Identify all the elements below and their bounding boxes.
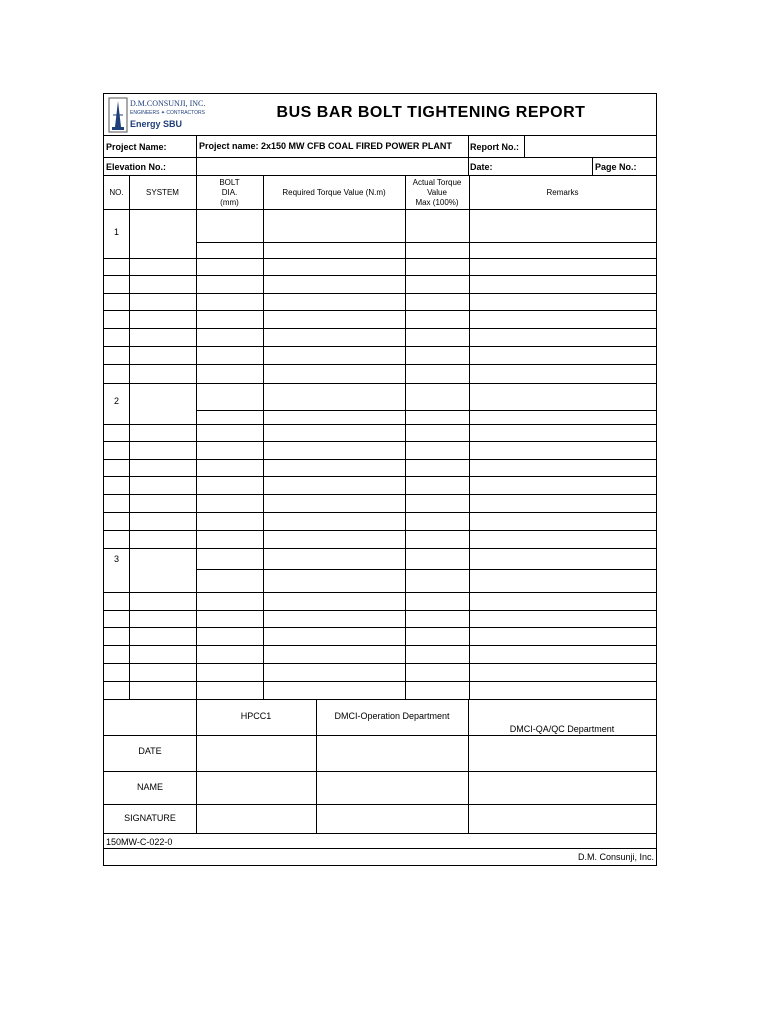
grid-line (104, 848, 656, 849)
project-name-value: Project name: 2x150 MW CFB COAL FIRED POWER PLANT (199, 141, 452, 151)
grid-line (104, 735, 656, 736)
col-remarks: Remarks (546, 188, 579, 197)
grid-line (104, 804, 656, 805)
report-no-label: Report No.: (470, 142, 519, 152)
report-title: BUS BAR BOLT TIGHTENING REPORT (276, 104, 586, 121)
col-bolt-dia-2: DIA. (221, 188, 238, 197)
signoff-date-label: DATE (138, 746, 162, 756)
report-form (103, 93, 657, 866)
elevation-label: Elevation No.: (106, 162, 167, 172)
col-actual-torque-3: Max (100%) (415, 198, 459, 207)
project-name-label: Project Name: (106, 142, 167, 152)
grid-line (196, 569, 656, 570)
grid-line (469, 175, 470, 699)
grid-line (104, 441, 656, 442)
grid-line (104, 346, 656, 347)
group-no-2: 2 (114, 396, 120, 406)
qaqc-dept-label: DMCI-QA/QC Department (509, 724, 615, 734)
grid-line (104, 328, 656, 329)
company-tagline: ENGINEERS ✦ CONTRACTORS (130, 110, 205, 116)
col-actual-torque-1: Actual Torque (412, 178, 462, 187)
company-division: Energy SBU (130, 119, 183, 129)
group-no-3: 3 (114, 554, 120, 564)
date-label: Date: (470, 162, 493, 172)
company-name: D.M.CONSUNJI, INC. (130, 99, 206, 108)
signoff-name-label: NAME (136, 782, 163, 792)
grid-line (104, 681, 656, 682)
grid-line (196, 175, 197, 699)
grid-line (263, 175, 264, 699)
grid-line (104, 310, 656, 311)
grid-line (104, 364, 656, 365)
company-logo (108, 97, 206, 133)
grid-line (104, 663, 656, 664)
grid-line (104, 530, 656, 531)
grid-line (129, 175, 130, 699)
grid-line (104, 459, 656, 460)
grid-line (104, 610, 656, 611)
grid-line (468, 699, 469, 833)
col-required-torque: Required Torque Value (N.m) (282, 188, 386, 197)
col-no: NO. (109, 188, 124, 197)
grid-line (196, 410, 656, 411)
group-no-1: 1 (114, 227, 120, 237)
grid-line (104, 645, 656, 646)
col-bolt-dia-1: BOLT (219, 178, 240, 187)
grid-line (104, 476, 656, 477)
grid-line (405, 175, 406, 699)
grid-line (104, 771, 656, 772)
grid-line (104, 424, 656, 425)
grid-line (104, 258, 656, 259)
grid-line (104, 548, 656, 549)
grid-line (104, 494, 656, 495)
grid-line (104, 512, 656, 513)
grid-line (104, 699, 656, 700)
page-no-label: Page No.: (595, 162, 637, 172)
grid-line (104, 592, 656, 593)
grid-line (104, 293, 656, 294)
col-system: SYSTEM (146, 188, 179, 197)
hpcc1-label: HPCC1 (240, 711, 272, 721)
grid-line (196, 242, 656, 243)
operation-dept-label: DMCI-Operation Department (334, 711, 450, 721)
signoff-signature-label: SIGNATURE (124, 813, 176, 823)
footer-company: D.M. Consunji, Inc. (577, 852, 654, 862)
col-actual-torque-2: Value (427, 188, 447, 197)
form-code: 150MW-C-022-0 (106, 837, 173, 847)
grid-line (104, 833, 656, 834)
grid-line (104, 383, 656, 384)
col-bolt-dia-3: (mm) (220, 198, 239, 207)
grid-line (104, 627, 656, 628)
grid-line (104, 275, 656, 276)
